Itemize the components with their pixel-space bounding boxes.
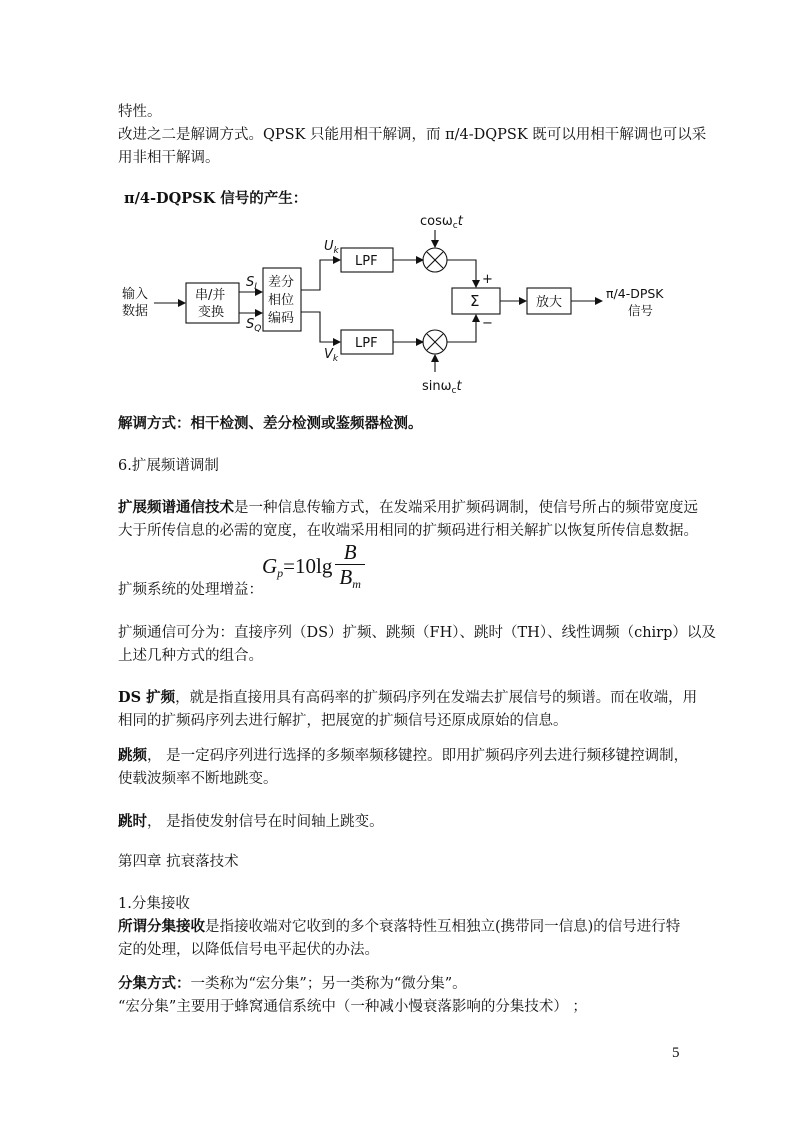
th-paragraph [118, 810, 384, 834]
si-label: $S_I$ [246, 275, 257, 292]
page-number: 5 [672, 1045, 680, 1061]
input-label: 输入 [122, 287, 149, 302]
formula-numerator: B [335, 540, 365, 565]
term: 所谓分集接收 [118, 918, 205, 935]
text-line: 上述几种方式的组合。 [118, 648, 263, 664]
lpf-bottom-label: LPF [355, 336, 378, 351]
minus-sign: − [482, 316, 493, 331]
text-line: 改进之二是解调方式。QPSK 只能用相干解调，而 π/4-DQPSK 既可以用相干解调也可以采 [118, 127, 707, 143]
block-diagram [0, 210, 800, 410]
diagram-title: π/4-DQPSK 信号的产生： [124, 190, 308, 207]
subsection-heading: 1.分集接收 [118, 896, 190, 912]
text-run: ， 是一定码序列进行选择的多频率频移键控。即用扩频码序列去进行频移键控调制， [147, 748, 689, 764]
input-label: 数据 [122, 304, 149, 319]
spread-spectrum-paragraph [118, 496, 698, 543]
formula-g: G [262, 553, 278, 578]
diversity-types-paragraph [118, 972, 587, 1019]
text-line: 大于所传信息的必需的宽度，在收端采用相同的扩频码进行相关解扩以恢复所传信息数据。 [118, 523, 698, 539]
sin-carrier-label: sinω$_c$t [422, 379, 462, 396]
uk-label: $U_k$ [324, 239, 339, 256]
output-label: π/4-DPSK [606, 286, 664, 301]
ds-paragraph [118, 686, 697, 733]
term: 扩展频谱通信技术 [118, 499, 234, 516]
term: DS 扩频 [118, 689, 176, 706]
fh-paragraph [118, 744, 688, 791]
gain-formula [262, 540, 365, 596]
sq-label: $S_Q$ [246, 317, 262, 334]
term: 分集方式： [118, 975, 191, 992]
cos-carrier-label: cosω$_c$t [420, 214, 463, 231]
chapter-heading: 第四章 抗衰落技术 [118, 854, 239, 870]
sp-label: 串/并 [195, 288, 226, 303]
text-line: 用非相干解调。 [118, 150, 220, 166]
term: 跳频 [118, 747, 147, 764]
text-line: 使载波频率不断地跳变。 [118, 771, 278, 787]
text-run: ，就是指直接用具有高码率的扩频码序列在发端去扩展信号的频谱。而在收端，用 [175, 690, 698, 706]
diversity-paragraph [118, 915, 680, 962]
text-run: 是一种信息传输方式，在发端采用扩频码调制，使信号所占的频带宽度远 [234, 500, 698, 516]
text-line: 扩频通信可分为：直接序列（DS）扩频、跳频（FH）、跳时（TH）、线性调频（chirp）以及 [118, 625, 716, 641]
term: 跳时 [118, 813, 147, 830]
gain-label: 扩频系统的处理增益： [118, 582, 263, 598]
formula-eq: =10lg [283, 553, 333, 578]
sigma-label: Σ [470, 292, 480, 310]
text-line: 特性。 [118, 104, 162, 120]
section-heading: 6.扩展频谱调制 [118, 458, 219, 474]
sp-label: 变换 [198, 305, 225, 320]
text-run: 一类称为“宏分集”；另一类称为“微分集”。 [190, 976, 467, 992]
text-run: 是指接收端对它收到的多个衰落特性互相独立(携带同一信息)的信号进行特 [205, 919, 681, 935]
amp-label: 放大 [536, 295, 563, 310]
lpf-top-label: LPF [355, 254, 378, 269]
formula-m: m [352, 577, 361, 591]
encoder-label: 相位 [268, 293, 295, 308]
formula-p: p [277, 565, 284, 580]
encoder-label: 编码 [268, 311, 295, 326]
text-line: 定的处理，以降低信号电平起伏的办法。 [118, 942, 379, 958]
demod-line: 解调方式：相干检测、差分检测或鉴频器检测。 [118, 415, 423, 432]
types-paragraph [118, 622, 716, 668]
formula-denominator: B [339, 565, 353, 589]
vk-label: $V_k$ [324, 347, 339, 364]
encoder-label: 差分 [268, 275, 295, 290]
text-line: “宏分集”主要用于蜂窝通信系统中（一种减小慢衰落影响的分集技术） ； [118, 999, 587, 1015]
text-line: 相同的扩频码序列去进行解扩，把展宽的扩频信号还原成原始的信息。 [118, 713, 568, 729]
text-run: ， 是指使发射信号在时间轴上跳变。 [147, 814, 384, 830]
output-label: 信号 [628, 303, 654, 318]
plus-sign: + [482, 272, 493, 287]
